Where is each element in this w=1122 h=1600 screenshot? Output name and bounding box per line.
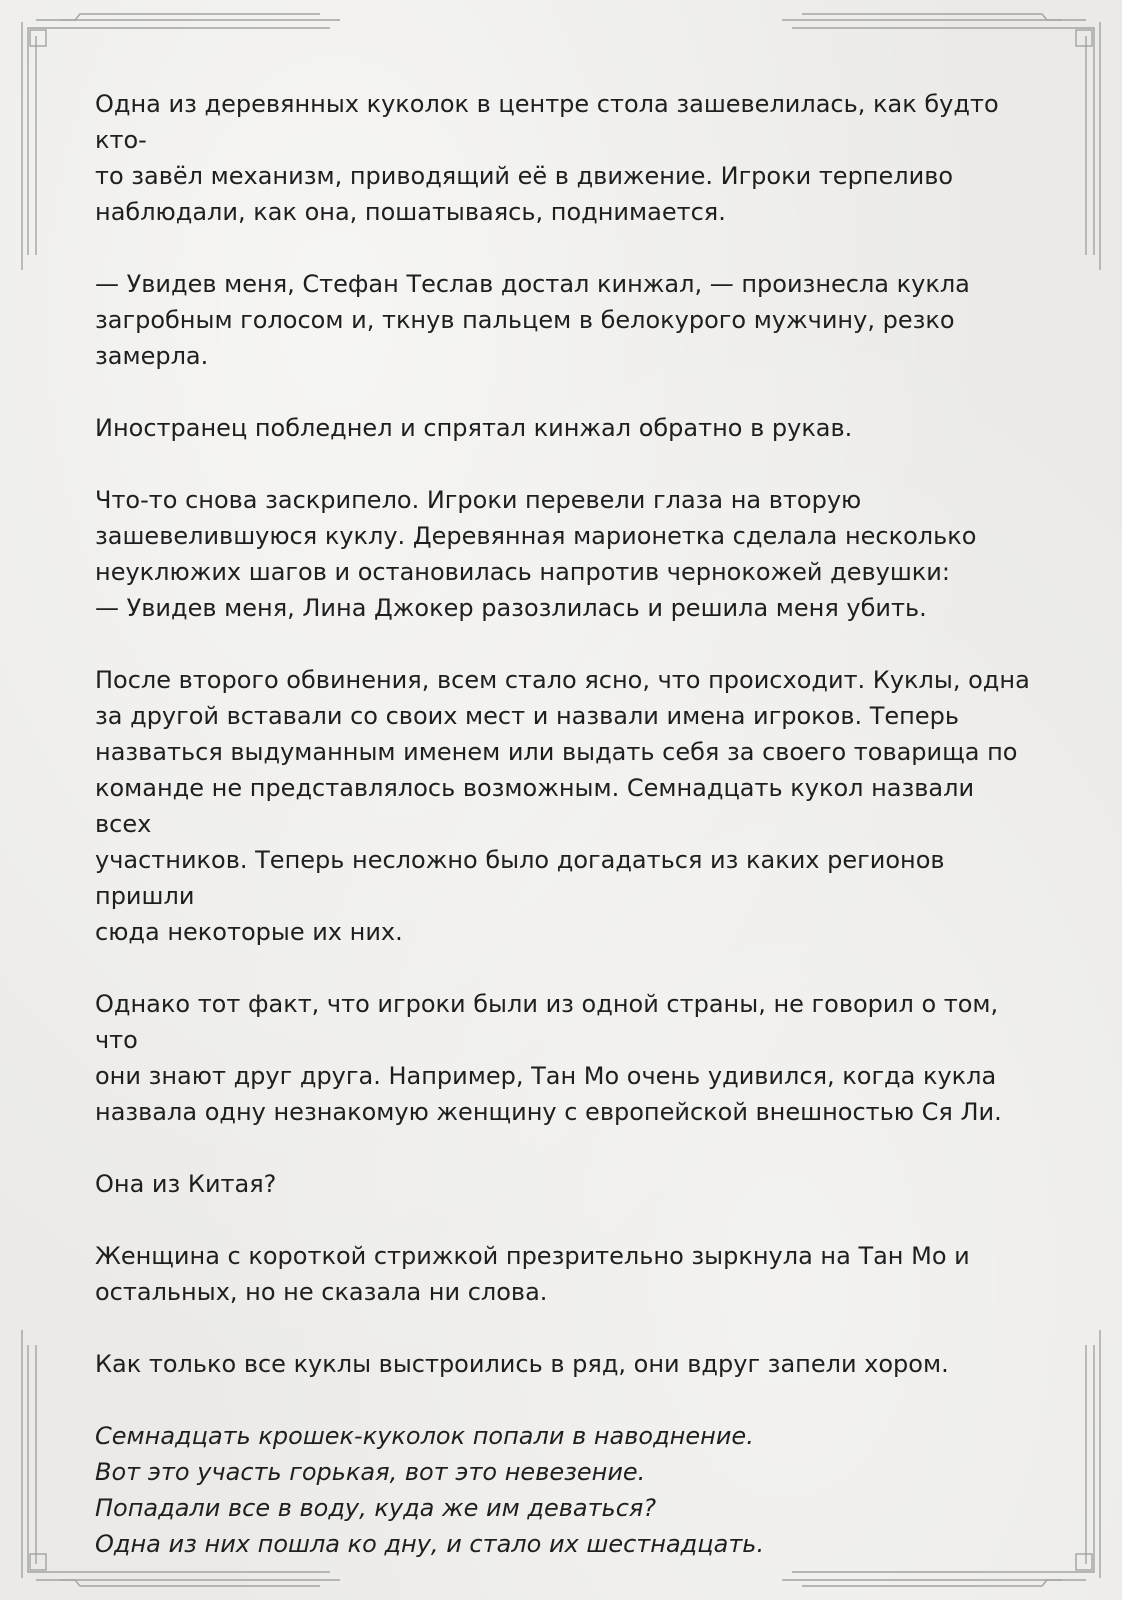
paragraph — [95, 1238, 1030, 1310]
paragraph — [95, 86, 1030, 230]
text-line: — Увидев меня, Стефан Теслав достал кинжал, — произнесла кукла — [95, 270, 970, 298]
paragraph — [95, 410, 1030, 446]
poem-line: Одна из них пошла ко дну, и стало их шестнадцать. — [95, 1530, 765, 1558]
paragraph — [95, 662, 1030, 950]
text-line: наблюдали, как она, пошатываясь, поднимается. — [95, 198, 726, 226]
text-line: команде не представлялось возможным. Семнадцать кукол назвали всех — [95, 774, 975, 838]
text-line: После второго обвинения, всем стало ясно, что происходит. Куклы, одна — [95, 666, 1030, 694]
text-line: назвала одну незнакомую женщину с европейской внешностью Ся Ли. — [95, 1098, 1002, 1126]
text-line: Как только все куклы выстроились в ряд, они вдруг запели хором. — [95, 1350, 949, 1378]
paragraph — [95, 266, 1030, 374]
text-line: участников. Теперь несложно было догадаться из каких регионов пришли — [95, 846, 945, 910]
text-line: неуклюжих шагов и остановилась напротив чернокожей девушки: — [95, 558, 950, 586]
text-line: Женщина с короткой стрижкой презрительно зыркнула на Тан Мо и — [95, 1242, 970, 1270]
text-line: Одна из деревянных куколок в центре стола зашевелилась, как будто кто- — [95, 90, 999, 154]
text-line: остальных, но не сказала ни слова. — [95, 1278, 548, 1306]
text-line: Иностранец побледнел и спрятал кинжал обратно в рукав. — [95, 414, 853, 442]
text-line: загробным голосом и, ткнув пальцем в белокурого мужчину, резко — [95, 306, 955, 334]
paragraph — [95, 986, 1030, 1130]
text-line: они знают друг друга. Например, Тан Мо очень удивился, когда кукла — [95, 1062, 997, 1090]
text-line: за другой вставали со своих мест и назвали имена игроков. Теперь — [95, 702, 959, 730]
document-body — [95, 86, 1030, 1598]
text-line: зашевелившуюся куклу. Деревянная марионетка сделала несколько — [95, 522, 977, 550]
text-line: замерла. — [95, 342, 209, 370]
text-line: то завёл механизм, приводящий её в движение. Игроки терпеливо — [95, 162, 954, 190]
poem-line: Попадали все в воду, куда же им деваться? — [95, 1494, 657, 1522]
paragraph — [95, 1346, 1030, 1382]
text-line: сюда некоторые их них. — [95, 918, 403, 946]
poem-stanza — [95, 1418, 1030, 1562]
text-line: Она из Китая? — [95, 1170, 277, 1198]
poem-line: Семнадцать крошек-куколок попали в наводнение. — [95, 1422, 754, 1450]
text-line: назваться выдуманным именем или выдать себя за своего товарища по — [95, 738, 1018, 766]
paragraph — [95, 1166, 1030, 1202]
text-line: Однако тот факт, что игроки были из одной страны, не говорил о том, что — [95, 990, 999, 1054]
text-line: — Увидев меня, Лина Джокер разозлилась и решила меня убить. — [95, 594, 927, 622]
text-line: Что-то снова заскрипело. Игроки перевели глаза на вторую — [95, 486, 862, 514]
poem-line: Вот это участь горькая, вот это невезение. — [95, 1458, 646, 1486]
paragraph — [95, 482, 1030, 626]
